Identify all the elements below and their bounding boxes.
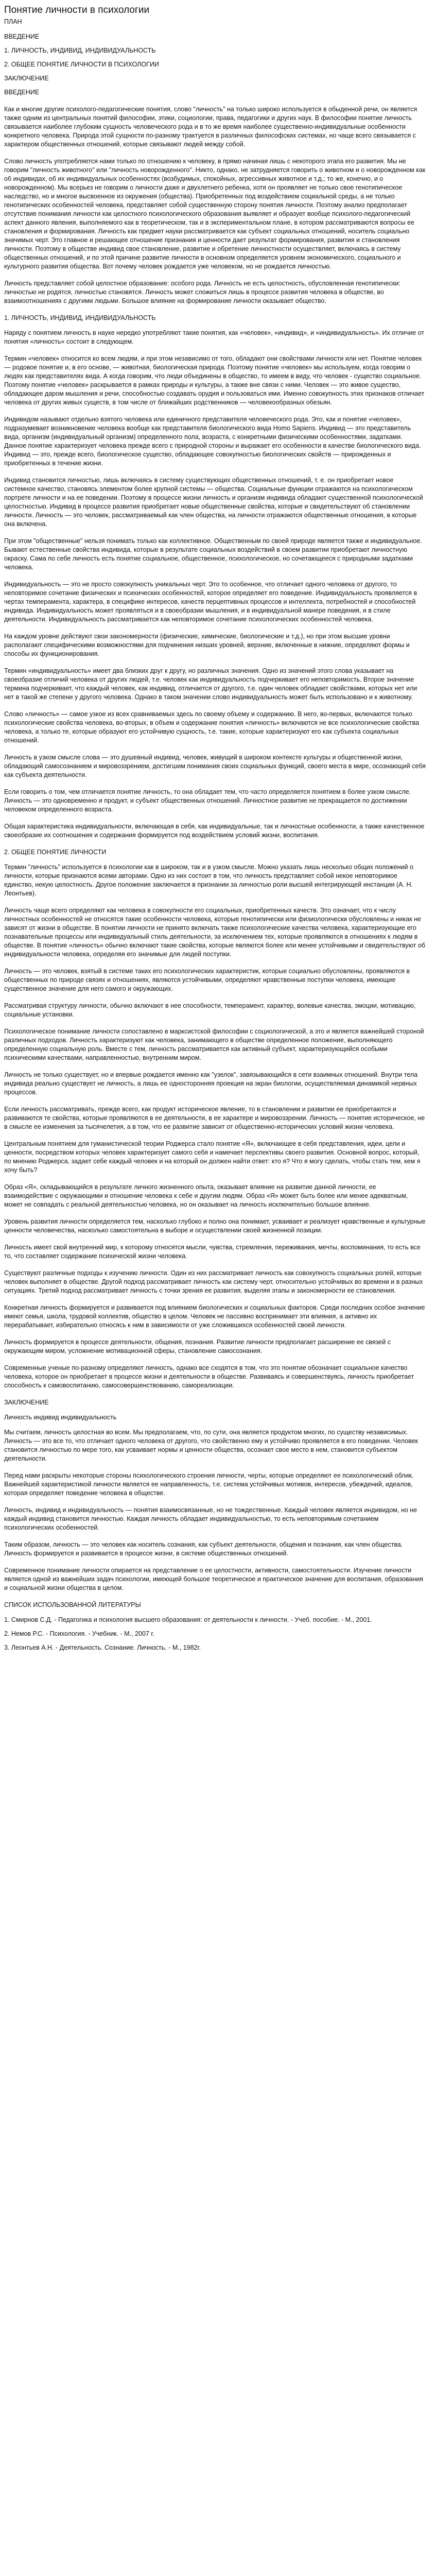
introduction-section bbox=[4, 105, 426, 306]
toc-item: 1. ЛИЧНОСТЬ, ИНДИВИД, ИНДИВИДУАЛЬНОСТЬ bbox=[4, 47, 156, 54]
paragraph: Если личность рассматривать, прежде всего, как продукт историческое явление, то в становлении и развитии ее приобретаются и развиваются те свойства, которые проявляются в ее деятельности, в ее характере и мировоззрении. Личность — понятие историческое, не в смысле ее изменения за тысячелетия, а в том, что ее развитие зависит от общественно-исторических условий жизни человека. bbox=[4, 1106, 425, 1130]
paragraph: Общая характеристика индивидуальности, включающая в себя, как индивидуальные, так и личностные особенности, а также качественное своеобразие их соотношения и содержания формируется под воздействием условий жизни, воспитания. bbox=[4, 823, 425, 839]
paragraph: Слово личность употребляется нами только по отношению к человеку, в прямо начиная лишь с некоторого этапа его развития. Мы не говорим "личность животного" или "личность новорожденного". Никто, однако, не затрудняется говорить о животном и о новорожденном как об индивидах, об их индивидуальных особенностях (возбудимых, спокойных, агрессивных животное и т.д.; то же, конечно, и о новорожденном). Мы всерьез не говорим о личности даже и двухлетнего ребенка, хотя он проявляет не только свое генотипическое наследство, но и многое высвоенное из окружения (общества). Приобретенных под воздействием социальной среды, а не только генотипических особенностей человека, представляет собой существенную сторону понятия личности. Поэтому анализ предполагает отсутствие понимания личности как целостного психологического образования выявляет и образует вообще психолого-педагогический аспект данного явления, выполняемого как в теоретическом, так и в экспериментальном плане, в котором рассматриваются вопросы ее становления и формирования. Личность как предмет науки рассматривается как субъект социальных отношений, носитель социально значимых черт. Это главное и решающее отношение признания и ценности дает результат формирования, развития и становления личности. Поэтому в обществе индивид свое становление, развитие и обретение личностности осуществляет, включаясь в систему общественных отношений, и по этой причине развитие личности в основном определяется уровнем экономического, социального и культурного развития общества. Вот почему человек рождается уже человеком, но не рождается личностью. bbox=[4, 158, 426, 270]
paragraph: Слово «личность» — самое узкое из всех сравниваемых здесь по своему объему и содержанию. В него, во-первых, включаются только психологические свойства человека, во-вторых, в объем и содержание понятия «личность» включаются не все психологические свойства человека, а только те, которые образуют его устойчивую сущность, т.е. такие, которые характеризуют его как субъекта социальных отношений. bbox=[4, 710, 420, 744]
document-title: Понятие личности в психологии bbox=[4, 5, 150, 15]
paragraph: Термин "личность" используется в психологии как в широком, так и в узком смысле. Можно указать лишь несколько общих положений о личности, которые признаются всеми авторами. Одно из них состоит в том, что личность представляет собой некое неповторимое единство, некую целостность. Другое положение заключается в признании за личностью роли высшей интегрирующей инстанции (А. Н. Леонтьев). bbox=[4, 863, 413, 897]
paragraph: Личность чаще всего определяют как человека в совокупности его социальных, приобретенных качеств. Это означает, что к числу личностных особенностей не относятся такие особенности человека, которые генотипически или физиологически обусловлены и никак не зависят от жизни в обществе. В понятии личности не принято включать также психологические качества человека, характеризующие его познавательные процессы или индивидуальный стиль деятельности, за исключением тех, которые проявляются в отношениях к людям в обществе. В понятие «личность» обычно включают такие свойства, которые являются более или менее устойчивыми и свидетельствуют об индивидуальности человека, определяя его значимые для людей поступки. bbox=[4, 907, 425, 958]
paragraph: Перед нами раскрыты некоторые стороны психологического строения личности, черты, которые определяют ее психологический облик. Важнейшей характеристикой личности является ее направленность, т.е. система устойчивых мотивов, интересов, убеждений, идеалов, которая определяет поведение человека в обществе. bbox=[4, 1472, 414, 1497]
plan-label: ПЛАН bbox=[4, 18, 22, 25]
paragraph: Личность — это человек, взятый в системе таких его психологических характеристик, которые социально обусловлены, проявляются в общественных по природе связях и отношениях, являются устойчивыми, определяют нравственные поступки человека, имеющие существенное значение для него самого и окружающих. bbox=[4, 968, 410, 992]
conclusion-heading: ЗАКЛЮЧЕНИЕ bbox=[4, 1399, 49, 1406]
source-item: 2. Немов Р.С. - Психология. - Учебник. - М., 2007 г. bbox=[4, 1630, 154, 1637]
conclusion-section bbox=[4, 1413, 426, 1592]
paragraph: При этом "общественные" нельзя понимать только как коллективное. Общественным по своей природе является также и индивидуальное. Бывают естественные свойства индивида, которые в результате социальных воздействий в своем развитии приобретают личностную окраску. Сама по себе личность есть понятие социальное, общественное, психологическое, но сочетающееся с природными задатками человека. bbox=[4, 537, 422, 571]
paragraph: Современные ученые по-разному определяют личность, однако все сходятся в том, что это понятие обозначает социальное качество человека, которое он приобретает в процессе жизни и деятельности в обществе. Развиваясь и совершенствуясь, личность приобретает способность к самовоспитанию, самосовершенствованию, самореализации. bbox=[4, 1364, 414, 1389]
toc-item: ЗАКЛЮЧЕНИЕ bbox=[4, 75, 49, 82]
paragraph: Личность формируется в процессе деятельности, общения, познания. Развитие личности предполагает расширение ее связей с окружающим миром, усложнение мотивационной сферы, становление самосознания. bbox=[4, 1338, 391, 1354]
paragraph: Термин «человек» относится ко всем людям, и при этом независимо от того, обладают они свойствами личности или нет. Понятие человек — родовое понятие и, в его основе, — животная, биологическая природа. Поэтому понятие «человек» мы используем, когда говорим о людях как представителях вида. А когда говорим, что люди объединены в общество, то имеем в виду, что человек - существо социальное. Поэтому понятие «человек» раскрывается в рамках природы и культуры, а также вне связи с ними. Человек — это живое существо, обладающее даром мышления и речи, способностью создавать орудия и пользоваться ими. Именно совокупность этих признаков отличает человека от других живых существ, в том числе от ближайших родственников — человекообразных обезьян. bbox=[4, 355, 425, 406]
paragraph: Термин «индивидуальность» имеет два близких друг к другу, но различных значения. Одно из значений этого слова указывает на своеобразие отличий человека от других людей, т.е. человек как индивидуальность подчеркивает его неповторимость. Второе значение термина подчеркивает, что каждый человек, как индивид, отличается от другого, т.е. один человек обладает свойствами, которых нет или нет в такой же степени у другого человека. Однако в таком значении слово индивидуальность может быть использовано и к животному. bbox=[4, 667, 417, 701]
toc-item: 2. ОБЩЕЕ ПОНЯТИЕ ЛИЧНОСТИ В ПСИХОЛОГИИ bbox=[4, 61, 159, 68]
paragraph: Современное понимание личности опирается на представление о ее целостности, активности, самостоятельности. Изучение личности является одной из важнейших задач психологии, имеющей большое теоретическое и практическое значение для воспитания, образования и социальной жизни общества в целом. bbox=[4, 1567, 423, 1591]
paragraph: Образ «Я», складывающийся в результате личного жизненного опыта, оказывает влияние на развитие данной личности, ее взаимодействие с окружающими и отношение человека к себе и другим людям. Образ «Я» может быть более или менее адекватным, может не совпадать с реальной деятельностью человека, но он оказывает на личность исключительно большое влияние. bbox=[4, 1183, 408, 1208]
toc-item: ВВЕДЕНИЕ bbox=[4, 89, 40, 96]
paragraph: Существуют различные подходы к изучению личности. Один из них рассматривает личность как совокупность социальных ролей, которые человек выполняет в обществе. Другой подход рассматривает личность как систему черт, относительно устойчивых во времени и в разных ситуациях. Третий подход рассматривает личность с точки зрения ее развития, выделяя этапы и закономерности ее становления. bbox=[4, 1269, 423, 1294]
sources-list bbox=[4, 1616, 426, 1652]
paragraph: Психологическое понимание личности сопоставлено в марксистской философии с социологической, а это и является важнейшей стороной различных подходов. Личность характеризуют как человека, занимающего в обществе определенное положение, выполняющего определенную социальную роль. Вместе с тем, личность рассматривается как активный субъект, характеризующийся особыми психическими качествами, направленностью, внутренним миром. bbox=[4, 1028, 424, 1061]
paragraph: Центральным понятием для гуманистической теории Роджерса стало понятие «Я», включающее в себя представления, идеи, цели и ценности, посредством которых человек характеризует самого себя и намечает перспективы своего развития. Основной вопрос, который, по мнению Роджерса, задает себе каждый человек и на который он должен найти ответ: кто я? Что я могу сделать, чтобы стать тем, кем я хочу быть? bbox=[4, 1140, 421, 1174]
paragraph: Индивидом называют отдельно взятого человека или единичного представителя человеческого рода. Это, как и понятие «человек», подразумевает возникновение человека вообще как представителя биологического вида Homo Sapiens. Индивид — это представитель вида, организм (индивидуальный организм) определенного пола, возраста, с конкретными физическими особенностями, задатками. Данное понятие характеризует человека прежде всего с природной стороны и выражает его особенности в качестве биологического вида. Индивид — это, прежде всего, биологическое существо, обладающее совокупностью биологических свойств — прирожденных и приобретенных в течение жизни. bbox=[4, 416, 421, 467]
sources-heading: СПИСОК ИСПОЛЬЗОВАННОЙ ЛИТЕРАТУРЫ bbox=[4, 1601, 141, 1608]
paragraph: Личность, индивид и индивидуальность — понятия взаимосвязанные, но не тождественные. Каждый человек является индивидом, но не каждый индивид становится личностью. Каждая личность обладает индивидуальностью, то есть неповторимым сочетанием психологических особенностей. bbox=[4, 1506, 417, 1531]
paragraph: Мы считаем, личность целостная во всем. Мы предполагаем, что, по сути, она является продуктом многих, по существу независимых. Личность — это все то, что отличает одного человека от другого, что свойственно ему и устойчиво проявляется в его поведении. Человек становится личностью по мере того, как усваивает нормы и ценности общества, осознает свое место в нем, становится субъектом деятельности. bbox=[4, 1429, 418, 1462]
paragraph: На каждом уровне действуют свои закономерности (физические, химические, биологические и т.д.), но при этом высшие уровни располагают специфическими возможностями для подчинения низших уровней, верхние, включенные в нижние, определяют формы и способы их функционирования. bbox=[4, 633, 410, 657]
source-item: 1. Смирнов С.Д. - Педагогика и психология высшего образования: от деятельности к личности. - Учеб. пособие. - М., 2001. bbox=[4, 1616, 372, 1623]
source-item: 3. Леонтьев А.Н. - Деятельность. Сознание. Личность. - М., 1982г. bbox=[4, 1644, 201, 1651]
paragraph: Таким образом, личность — это человек как носитель сознания, как субъект деятельности, общения и познания, как член общества. Личность формируется и развивается в процессе жизни, в системе общественных отношений. bbox=[4, 1541, 403, 1557]
paragraph: Индивид становится личностью, лишь включаясь в систему существующих общественных отношений, т. е. он приобретает новое системное качество, становясь элементом более крупной системы — общества. Социальные функции отражаются на психологическом портрете личности и на ее поведении. Поэтому в процессе жизни личность и организм индивида обладают существенной психологической целостностью. Индивид в процессе развития приобретает новые общественные свойства, которые и свидетельствуют об становлении личности. Личность — это человек, рассматриваемый как член общества, на личности отражаются общественные отношения, в которые она включена. bbox=[4, 477, 423, 528]
paragraph: Индивидуальность — это не просто совокупность уникальных черт. Это то особенное, что отличает одного человека от другого, то неповторимое сочетание физических и психических особенностей, которое определяет его поведение. Индивидуальность проявляется в чертах темперамента, характера, в специфике интересов, качеств перцептивных процессов и интеллекта, потребностей и способностей индивида. Индивидуальность может проявляться и в своеобразии мышления, и в индивидуальной манере поведения, и в стиле деятельности. Индивидуальность рассматривается как неповторимое сочетание психологических особенностей человека. bbox=[4, 581, 417, 623]
section-heading: 1. ЛИЧНОСТЬ, ИНДИВИД, ИНДИВИДУАЛЬНОСТЬ bbox=[4, 314, 156, 321]
paragraph: Как и многие другие психолого-педагогические понятия, слово "личность" на только широко используется в обыденной речи, он является также одним из центральных понятий философии, этики, социологии, права, педагогики и других наук. В философии понятие личность связывается наиболее глубоким сущность человеческого рода и в то же время наиболее существенно-индивидуальные особенности конкретного человека. Природа этой сущности по-разному трактуется в различных философских системах, но чаще всего связывается с характером общественных отношений, которые связывают людей между собой. bbox=[4, 106, 417, 148]
paragraph: Конкретная личность формируется и развивается под влиянием биологических и социальных факторов. Среди последних особое значение имеют семья, школа, трудовой коллектив, общество в целом. Человек не пассивно воспринимает эти влияния, а активно их перерабатывает, избирательно относясь к ним в зависимости от уже сложившихся особенностей своей личности. bbox=[4, 1304, 425, 1329]
toc-item: ВВЕДЕНИЕ bbox=[4, 33, 40, 40]
paragraph: Личность в узком смысле слова — это душевный индивид, человек, живущий в широком контексте культуры и общественной жизни, обладающий самосознанием и мировоззрением, достигшим понимания своих социальных функций, своего места в мире, осознающий себя как субъекта деятельности. bbox=[4, 754, 426, 778]
section-1 bbox=[4, 329, 426, 840]
paragraph: Если говорить о том, чем отличается понятие личность, то она обладает тем, что часто определяется понятием в более узком смысле. Личность — это одновременно и продукт, и субъект общественных отношений. Личностное развитие не прекращается по достижении человеком определенного возраста. bbox=[4, 788, 411, 813]
section-heading: 2. ОБЩЕЕ ПОНЯТИЕ ЛИЧНОСТИ bbox=[4, 849, 107, 856]
paragraph: Личность представляет собой целостное образование: особого рода. Личность не есть целостность, обусловленная генотипически: личностью не родятся, личностью становятся. Личность может сложиться лишь в процессе развития человека в обществе, во взаимоотношениях с другими людьми. Большое влияние на формирование личности оказывает общество. bbox=[4, 280, 400, 304]
paragraph: Уровень развития личности определяется тем, насколько глубоко и полно она понимает, усваивает и реализует нравственные и культурные ценности человечества, насколько самостоятельна в выборе и осуществлении своей жизненной позиции. bbox=[4, 1218, 426, 1234]
table-of-contents bbox=[4, 32, 426, 97]
section-2 bbox=[4, 863, 426, 1390]
conclusion-label: Личность индивид индивидуальность bbox=[4, 1414, 117, 1421]
paragraph: Рассматривая структуру личности, обычно включают в нее способности, темперамент, характер, волевые качества, эмоции, мотивацию, социальные установки. bbox=[4, 1002, 416, 1018]
paragraph: Наряду с понятием личность в науке нередко употребляют такие понятия, как «человек», «индивид», и «индивидуальность». Их отличие от понятия «личность» состоит в следующем. bbox=[4, 329, 425, 345]
paragraph: Личность не только существует, но и впервые рождается именно как "узелок", завязывающийся в сети взаимных отношений. Внутри тела индивида реально существует не личность, а лишь ее односторонняя проекция на экран биологии, осуществляемая динамикой нервных процессов. bbox=[4, 1071, 418, 1096]
paragraph: Личность имеет свой внутренний мир, к которому относятся мысли, чувства, стремления, переживания, мечты, воспоминания, то есть все то, что составляет содержание психической жизни человека. bbox=[4, 1244, 421, 1260]
